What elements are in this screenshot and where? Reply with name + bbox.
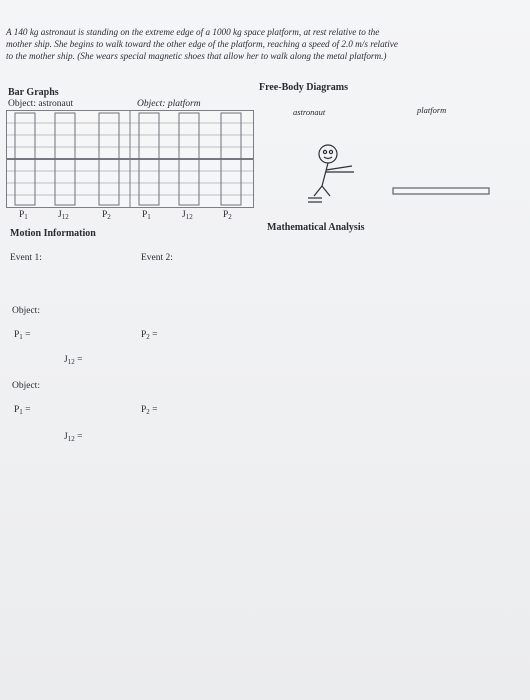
fbd-platform-label: platform xyxy=(417,105,447,115)
fbd-title: Free-Body Diagrams xyxy=(259,82,348,93)
object-1-label: Object: xyxy=(12,306,40,316)
bar-graphs-title: Bar Graphs xyxy=(8,87,59,98)
event-1-label: Event 1: xyxy=(10,253,42,263)
bar-label-j12-astronaut: $J_{12}$ xyxy=(58,210,69,221)
bar-label-p2-platform: $P_2$ xyxy=(223,210,232,221)
object-1-j12: $J_{12}$ = xyxy=(64,355,83,366)
astronaut-figure-icon xyxy=(300,138,370,218)
event-2-label: Event 2: xyxy=(141,253,173,263)
platform-bar-icon xyxy=(392,186,492,198)
object-1-p2: $P_2$ = xyxy=(141,330,158,341)
fbd-astronaut-label: astronaut xyxy=(293,107,326,117)
object-1-p1: $P_1$ = xyxy=(14,330,31,341)
problem-line-2: mother ship. She begins to walk toward the other edge of the platform, reaching a speed of 2.0 m/s relative xyxy=(6,39,398,49)
problem-line-1: A 140 kg astronaut is standing on the extreme edge of a 1000 kg space platform, at rest relative to the xyxy=(6,27,380,37)
object-platform-label: Object: platform xyxy=(137,99,201,109)
bar-label-p1-platform: $P_1$ xyxy=(142,210,151,221)
bar-label-j12-platform: $J_{12}$ xyxy=(182,210,193,221)
object-2-p1: $P_1$ = xyxy=(14,405,31,416)
object-2-j12: $J_{12}$ = xyxy=(64,432,83,443)
object-astronaut-label: Object: astronaut xyxy=(8,99,74,109)
bar-graph-grid xyxy=(6,110,254,208)
object-2-p2: $P_2$ = xyxy=(141,405,158,416)
problem-line-3: to the mother ship. (She wears special magnetic shoes that allow her to walk along the metal platform.) xyxy=(6,51,387,61)
object-2-label: Object: xyxy=(12,381,40,391)
problem-statement xyxy=(6,26,506,62)
motion-info-title: Motion Information xyxy=(10,228,96,239)
bar-graph-svg xyxy=(7,111,253,207)
bar-label-p1-astronaut: $P_1$ xyxy=(19,210,28,221)
math-analysis-title: Mathematical Analysis xyxy=(267,222,365,233)
bar-label-p2-astronaut: $P_2$ xyxy=(102,210,111,221)
